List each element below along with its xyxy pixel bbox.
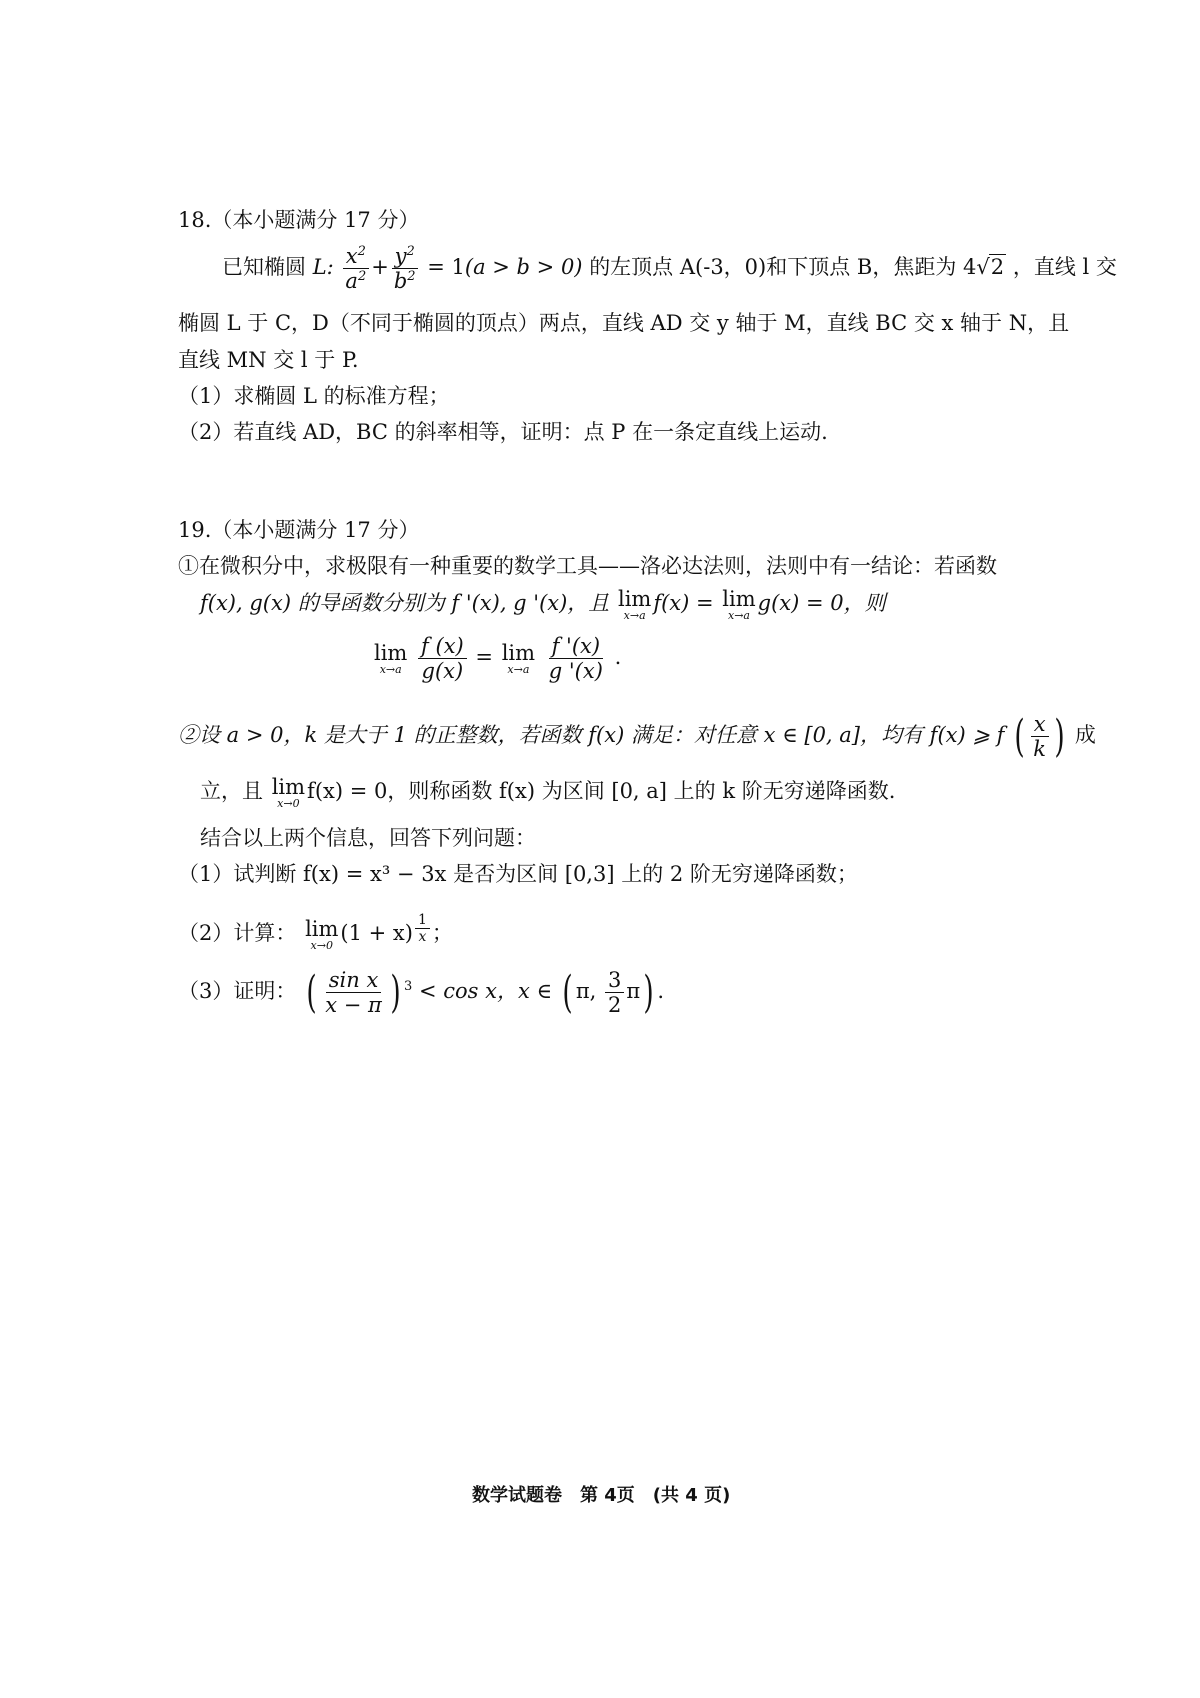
q19-info2-text-c: 立，且	[200, 779, 263, 804]
q18-stem-text-b: 的左顶点 A(-3，0)和下顶点 B，焦距为	[589, 255, 957, 280]
q19-part3-end: .	[657, 979, 665, 1004]
q18-frac-y: $\frac{y^2}{b^2}$	[391, 244, 419, 293]
q19-header: 19.（本小题满分 17 分）	[178, 518, 420, 542]
q19-part2-end: ；	[431, 921, 453, 946]
q19-part3-power: 3	[404, 979, 413, 995]
q19-part1: （1）试判断 f(x) = x³ − 3x 是否为区间 [0,3] 上的 2 阶无穷递降函数；	[178, 862, 858, 886]
q19-part3-ineq: < cos x，x ∈	[418, 979, 553, 1004]
q19-part2-exponent: 1 x	[415, 912, 430, 945]
q19-info1-text-c: g(x) = 0，则	[757, 591, 886, 616]
q18-stem-line3: 直线 MN 交 l 于 P.	[178, 348, 359, 372]
q19-part2	[178, 912, 453, 951]
lim-operator: lim x→a	[617, 587, 652, 623]
q18-part2: （2）若直线 AD，BC 的斜率相等，证明：点 P 在一条定直线上运动.	[178, 420, 828, 444]
q19-part3-interval-pi: π	[626, 979, 641, 1004]
lim-operator: lim x→0	[305, 917, 339, 953]
q19-info2-line2	[200, 776, 895, 809]
q18-eq-equals: = 1	[427, 255, 465, 280]
formula-frac-left: $\frac{f (x)}{g(x)}$	[418, 634, 467, 683]
q19-info2-text-d: f(x) = 0，则称函数 f(x) 为区间 [0, a] 上的 k 阶无穷递降函数.	[307, 779, 896, 804]
q18-eq-cond: (a > b > 0)	[464, 255, 583, 280]
q19-part3-label: （3）证明：	[178, 979, 297, 1004]
q18-ellipse-name: L:	[312, 255, 334, 280]
lim-operator: lim x→a	[501, 641, 536, 677]
formula-period: .	[614, 645, 622, 670]
q18-stem-line2: 椭圆 L 于 C，D（不同于椭圆的顶点）两点，直线 AD 交 y 轴于 M，直线 BC 交 x 轴于 N，且	[178, 311, 1070, 335]
q19-part3-interval-start: π,	[575, 979, 604, 1004]
q18-focal: 4√2	[963, 255, 1005, 280]
formula-equals: =	[475, 645, 494, 670]
q19-combine: 结合以上两个信息，回答下列问题：	[200, 826, 536, 850]
lhopital-formula	[372, 634, 621, 683]
q19-info2-text-b: 成	[1074, 723, 1096, 748]
q19-info2-frac: $\frac{x}{k}$	[1030, 712, 1049, 761]
q19-info2-text-a: ②设 a > 0，k 是大于 1 的正整数，若函数 f(x) 满足：对任意 x ∈ [0, a]，均有 f(x) ⩾ f	[178, 723, 1005, 748]
q19-info1-line1: ①在微积分中，求极限有一种重要的数学工具——洛必达法则，法则中有一结论：若函数	[178, 554, 997, 578]
q19-info2-line1: ②设 a > 0，k 是大于 1 的正整数，若函数 f(x) 满足：对任意 x ∈ [0, a]，均有 f(x) ⩾ f ( $\frac{x}{k}$ ) 成	[178, 710, 1096, 762]
q19-part3: （3）证明： ( $\frac{\text{sin x}}{x - \pi}$ ) $^3$ < cos x，x ∈ ( π, $\frac{3}{2}$ π) .	[178, 966, 665, 1018]
q19-info1-text-b: f(x) =	[653, 591, 721, 616]
q19-part3-frac: $\frac{\text{sin x}}{x - \pi}$	[325, 968, 382, 1018]
q18-stem-line1: 已知椭圆 L: $\frac{x^2}{a^2}$ + $\frac{y^2}{b^2}$ = 1(a > b > 0) 的左顶点 A(-3，0)和下顶点 B，焦距为 4√2 ，直线 l 交	[222, 244, 1117, 294]
q18-stem-text-c: ，直线 l 交	[1012, 255, 1117, 280]
formula-frac-right: $\frac{f '(x)}{g '(x)}$	[548, 634, 603, 684]
lim-operator: lim x→a	[722, 587, 756, 623]
q18-stem-text-a: 已知椭圆	[222, 255, 306, 280]
q19-part3-interval-frac: $\frac{3}{2}$	[605, 968, 624, 1017]
q18-frac-x: $\frac{x^2}{a^2}$	[342, 244, 369, 293]
lim-operator: lim x→a	[374, 641, 408, 677]
page-footer: 数学试题卷 第 4页 (共 4 页)	[472, 1485, 731, 1506]
q19-part2-label: （2）计算：	[178, 921, 297, 946]
q19-part2-base: (1 + x)	[340, 921, 413, 946]
lim-operator: lim x→0	[271, 775, 306, 811]
q19-info1-text-a: f(x), g(x) 的导函数分别为 f '(x), g '(x)，且	[200, 591, 610, 616]
q19-info1-line2	[200, 588, 886, 621]
q18-header: 18.（本小题满分 17 分）	[178, 208, 420, 232]
q18-part1: （1）求椭圆 L 的标准方程；	[178, 384, 450, 408]
